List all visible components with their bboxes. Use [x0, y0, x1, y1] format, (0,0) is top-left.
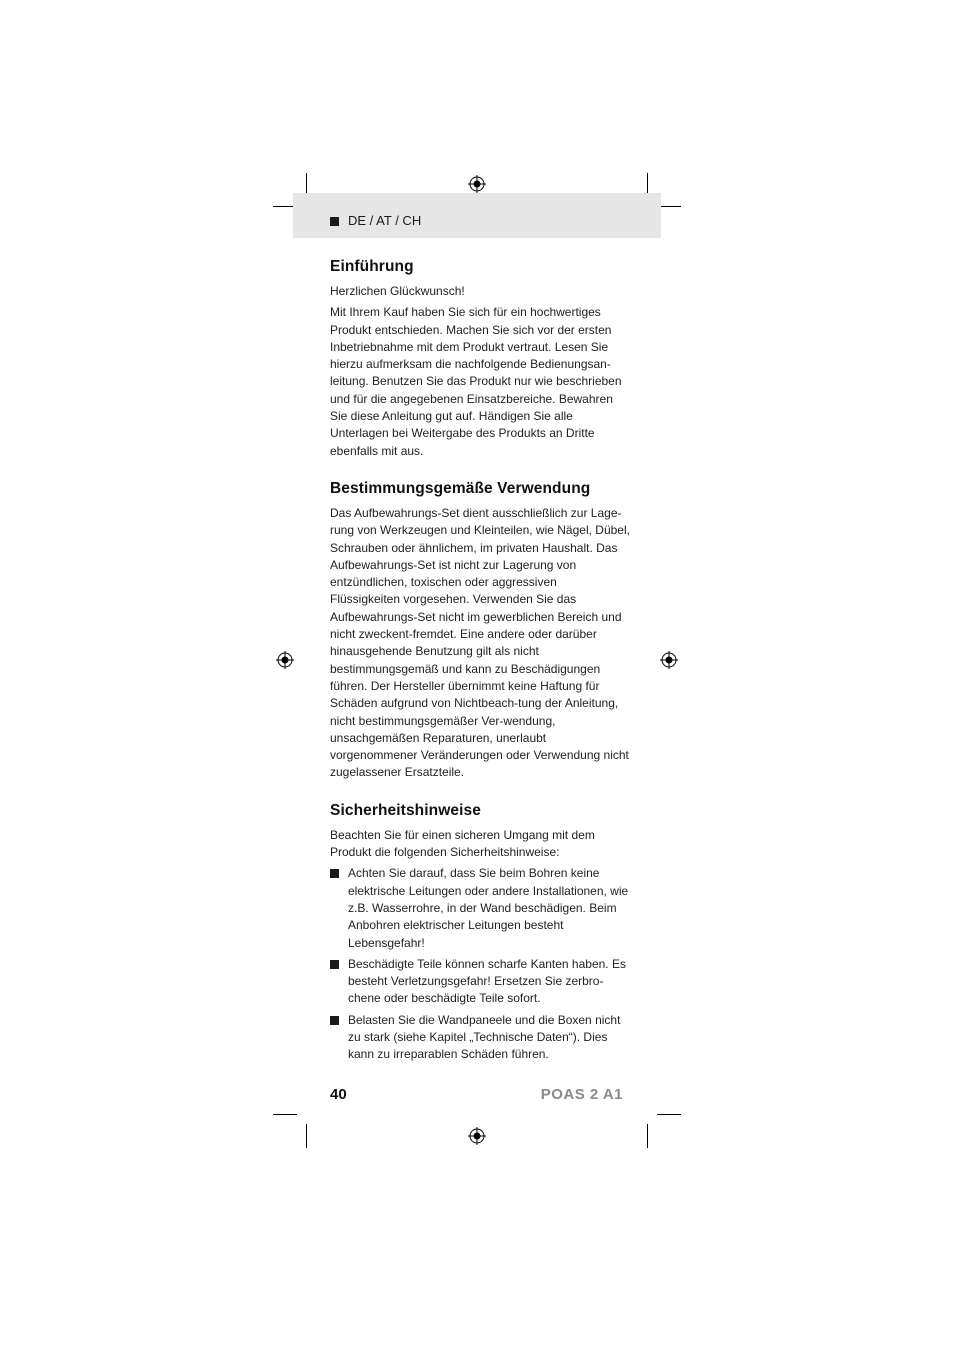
paragraph: Beachten Sie für einen sicheren Umgang mit dem Produkt die folgenden Sicherheitshinweise: — [330, 827, 595, 860]
list-item-text: Beschädigte Teile können scharfe Kanten haben. Es besteht Verletzungsgefahr! Ersetzen Sie zerbro-chene oder beschädigte Teile sofort. — [348, 956, 626, 1006]
section-safety — [330, 802, 630, 1064]
paragraph: Das Aufbewahrungs-Set dient ausschließlich zur Lage-rung von Werkzeugen und Kleinteilen, wie Nägel, Dübel, Schrauben oder ähnlichem, im privaten Haushalt. Das Aufbewahrungs-Set ist nicht zur Lagerung von entzündlichen, toxischen oder aggressiven Flüssigkeiten vorgesehen. Verwenden Sie das Aufbewahrungs-Set nicht im gewerblichen Bereich und nicht zweckent-fremdet. Eine andere oder darüber hinausgehende Benutzung gilt als nicht bestimmungsgemäß und kann zu Beschädigungen führen. Der Hersteller übernimmt keine Haftung für Schäden aufgrund von Nichtbeach-tung der Anleitung, nicht bestimmungsgemäßer Ver-wendung, unsachgemäßen Reparaturen, unerlaubt vorgenommener Veränderungen oder Verwendung nicht zugelassener Ersatzteile. — [330, 505, 630, 780]
list-item — [330, 865, 630, 951]
paragraph: Mit Ihrem Kauf haben Sie sich für ein hochwertiges Produkt entschieden. Machen Sie sich vor der ersten Inbetriebnahme mit dem Produkt vertraut. Lesen Sie hierzu aufmerksam die nachfolgende Bedienungsan-leitung. Benutzen Sie das Produkt nur wie beschrieben und für die angegebenen Einsatzbereiche. Bewahren Sie diese Anleitung gut auf. Händigen Sie alle Unterlagen bei Weitergabe des Produkts an Dritte ebenfalls mit aus. — [330, 305, 622, 458]
list-item-text: Achten Sie darauf, dass Sie beim Bohren keine elektrische Leitungen oder andere Installationen, wie z.B. Wasserrohre, in der Wand beschädigen. Beim Anbohren elektrischer Leitungen besteht Lebensgefahr! — [348, 866, 629, 950]
crop-mark-bottom-right-h — [657, 1114, 681, 1115]
model-name: POAS 2 A1 — [540, 1086, 623, 1103]
language-label: DE / AT / CH — [348, 213, 422, 228]
section-title: Einführung — [330, 258, 414, 275]
registration-mark-icon — [276, 651, 294, 669]
registration-mark-icon — [468, 1127, 486, 1145]
page-number: 40 — [330, 1086, 347, 1103]
list-item — [330, 956, 630, 1008]
square-bullet-icon — [330, 1016, 339, 1025]
registration-mark-icon — [660, 651, 678, 669]
section-title: Sicherheitshinweise — [330, 801, 481, 819]
registration-mark-icon — [468, 175, 486, 193]
list-item-text: Belasten Sie die Wandpaneele und die Boxen nicht zu stark (siehe Kapitel „Technische Daten“). Dies kann zu irreparablen Schäden führen. — [348, 1012, 621, 1062]
crop-mark-bottom-right — [647, 1124, 648, 1148]
section-intended-use — [330, 480, 630, 782]
paragraph: Herzlichen Glückwunsch! — [330, 284, 465, 298]
square-bullet-icon — [330, 869, 339, 878]
square-bullet-icon — [330, 960, 339, 969]
crop-mark-bottom-left-h — [273, 1114, 297, 1115]
page-content — [330, 258, 630, 1084]
section-intro — [330, 258, 630, 460]
crop-mark-bottom-left — [306, 1124, 307, 1148]
language-header — [293, 193, 661, 238]
safety-list — [330, 865, 630, 1063]
section-title: Bestimmungsgemäße Verwendung — [330, 479, 591, 497]
list-item — [330, 1012, 630, 1064]
square-bullet-icon — [330, 217, 339, 226]
